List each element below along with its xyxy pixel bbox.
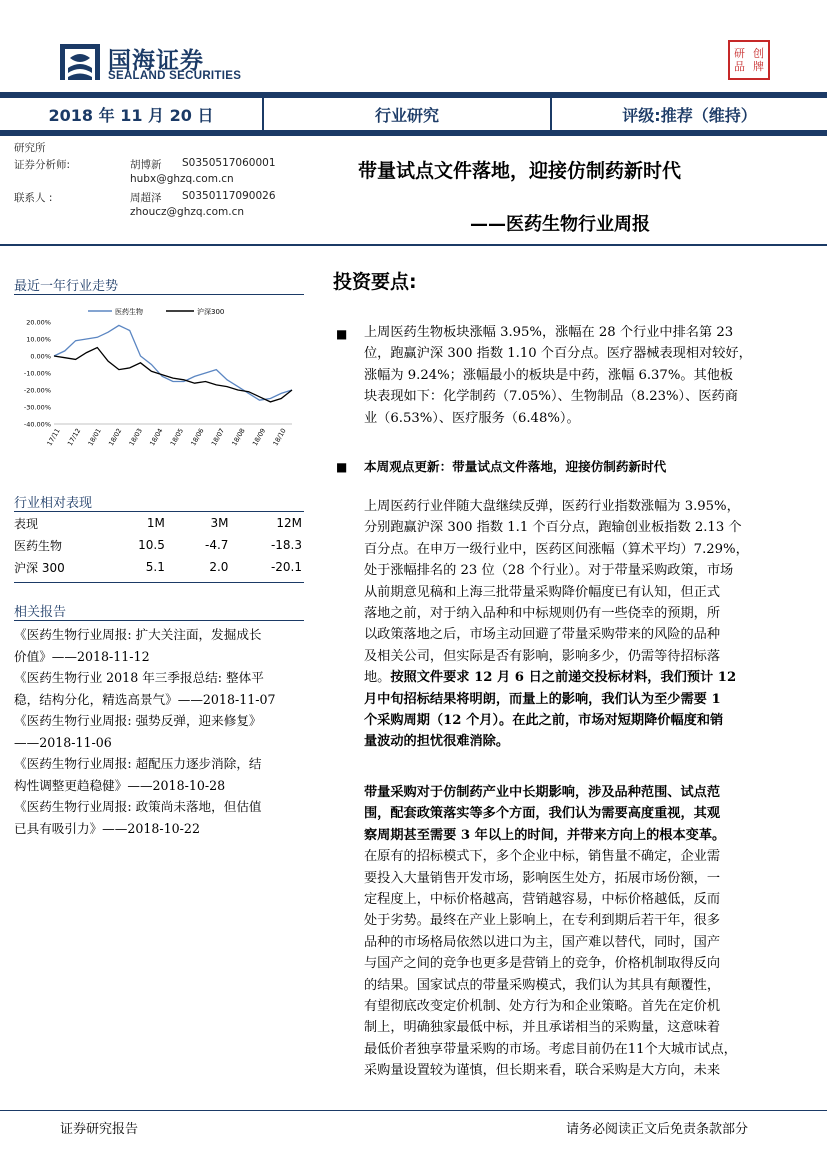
seal-char: 研 [734, 47, 745, 60]
impact-paragraph [364, 782, 774, 1082]
header-bar [0, 92, 827, 136]
related-report-line[interactable]: 价值》——2018-11-12 [14, 648, 150, 664]
related-heading: 相关报告 [14, 605, 67, 620]
y-tick-label: 0.00% [30, 352, 51, 361]
bullet-icon: ■ [336, 460, 348, 474]
related-report-line[interactable]: 《医药生物行业周报: 超配压力逐步消除，结 [14, 756, 262, 771]
series-line-pharma [54, 325, 292, 400]
y-tick-label: 20.00% [26, 318, 51, 327]
text-line: 制上，明确独家最低中标，并且承诺相当的采购量，这意味着 [364, 1020, 721, 1036]
analyst-email[interactable]: hubx@ghzq.com.cn [130, 173, 234, 185]
text-line: 位，跑赢沪深 300 指数 1.10 个百分点。医疗器械表现相对较好， [364, 346, 752, 362]
text-line: 从前期意见稿和上海三批带量采购降价幅度已有认知，但正式 [364, 584, 721, 600]
table-cell: -18.3 [270, 538, 302, 552]
text-line: 要投入大量销售开发市场，影响医生处方，拓展市场份额，一 [364, 870, 721, 886]
rating: 评级:推荐（维持） [552, 98, 827, 130]
seal-stamp [728, 40, 770, 80]
y-tick-label: 10.00% [26, 335, 51, 344]
x-tick-label: 18/04 [148, 427, 165, 448]
logo-mark-icon [58, 40, 102, 84]
text-line-bold: 个采购周期（12 个月）。在此之前，市场对短期降价幅度和销 [364, 713, 724, 729]
performance-table [14, 512, 304, 578]
table-cell: 医药生物 [14, 538, 63, 553]
summary-paragraph [364, 322, 774, 429]
text-line: 定程度上，中标价格越高，营销越容易，中标价格越低，反而 [364, 892, 721, 908]
divider [0, 244, 827, 246]
logo-text-en: SEALAND SECURITIES [108, 70, 242, 82]
y-tick-label: -40.00% [23, 420, 51, 429]
table-header-cell: 1M [146, 516, 165, 530]
x-tick-label: 18/10 [271, 427, 288, 448]
report-type: 行业研究 [264, 98, 550, 130]
trend-heading: 最近一年行业走势 [14, 279, 119, 294]
text-line: 百分点。在申万一级行业中，医药区间涨幅（算术平均）7.29%， [364, 541, 749, 557]
x-tick-label: 18/05 [168, 427, 186, 448]
legend-label-hs300: 沪深300 [197, 308, 225, 316]
analyst-name: 胡博新 [130, 159, 162, 171]
text-line: 有望彻底改变定价机制、处方行为和企业策略。首先在定价机 [364, 999, 721, 1015]
text-line: 涨幅为 9.24%；涨幅最小的板块是中药，涨幅 6.37%。其他板 [364, 367, 734, 383]
text-line: 及相关公司，但实际是否有影响，影响多少，仍需等待招标落 [364, 648, 721, 664]
table-cell: 2.0 [209, 560, 229, 574]
x-tick-label: 18/03 [127, 427, 144, 448]
logo-text-cn: 国海证券 [108, 48, 204, 74]
table-row [14, 556, 304, 578]
report-title: 带量试点文件落地，迎接仿制药新时代 [358, 160, 682, 182]
x-tick-label: 18/09 [250, 427, 268, 448]
text-line: 以政策落地之后，市场主动回避了带量采购带来的风险的品种 [364, 627, 721, 643]
seal-char: 创 [753, 47, 764, 60]
text-line: 落地之前，对于纳入品种和中标规则仍有一些侥幸的预期，所 [364, 606, 721, 622]
text-line: 最低价者独享带量采购的市场。考虑目前仍在11个大城市试点， [364, 1041, 737, 1057]
table-cell: -20.1 [270, 560, 302, 574]
contact-cert: S0350117090026 [182, 190, 276, 202]
table-cell: 沪深 300 [14, 560, 65, 575]
divider [14, 620, 304, 621]
report-date: 2018 年 11 月 20 日 [0, 98, 262, 130]
text-run: 地。 [364, 670, 391, 686]
text-line: 在原有的招标模式下，多个企业中标，销售量不确定，企业需 [364, 849, 721, 865]
table-row [14, 534, 304, 556]
related-report-line[interactable]: 《医药生物行业周报: 强势反弹，迎来修复》 [14, 713, 262, 728]
legend-label-pharma: 医药生物 [115, 308, 143, 316]
performance-heading: 行业相对表现 [14, 496, 93, 511]
text-line: 上周医药生物板块涨幅 3.95%，涨幅在 28 个行业中排名第 23 [364, 325, 734, 340]
text-line: 处于劣势。最终在产业上影响上，在专利到期后若干年，很多 [364, 913, 721, 929]
related-reports-list [14, 624, 314, 839]
contact-email[interactable]: zhoucz@ghzq.com.cn [130, 206, 245, 218]
related-report-line[interactable]: 《医药生物行业周报: 政策尚未落地，但估值 [14, 799, 262, 814]
text-line-bold: 察周期甚至需要 3 年以上的时间，并带来方向上的根本变革。 [364, 827, 726, 843]
footer-right: 请务必阅读正文后免责条款部分 [566, 1122, 749, 1137]
related-report-line[interactable]: 已具有吸引力》——2018-10-22 [14, 820, 200, 836]
x-tick-label: 18/07 [209, 427, 227, 448]
table-cell: 5.1 [145, 560, 165, 574]
weekly-view-title: 本周观点更新：带量试点文件落地，迎接仿制药新时代 [364, 459, 667, 474]
text-line-bold: 围，配套政策落实等多个方面，我们认为需要高度重视，其观 [364, 806, 721, 822]
points-heading: 投资要点: [333, 271, 417, 293]
table-header-cell: 3M [210, 516, 229, 530]
text-line: 块表现如下：化学制药（7.05%）、生物制品（8.23%）、医药商 [364, 389, 738, 405]
weekly-view-paragraph [364, 496, 774, 753]
bullet-icon: ■ [336, 327, 348, 341]
text-line-bold: 带量采购对于仿制药产业中长期影响，涉及品种范围、试点范 [364, 785, 721, 800]
x-tick-label: 18/06 [189, 427, 206, 448]
text-line: 处于涨幅排名的 23 位（28 个行业）。对于带量采购政策，市场 [364, 563, 734, 579]
report-subtitle: ——医药生物行业周报 [470, 214, 650, 235]
table-header-row [14, 512, 304, 534]
y-tick-label: -30.00% [23, 403, 51, 412]
related-report-line[interactable]: 《医药生物行业 2018 年三季报总结: 整体平 [14, 670, 264, 685]
related-report-line[interactable]: 构性调整更趋稳健》——2018-10-28 [14, 777, 226, 793]
trend-chart [14, 298, 309, 483]
text-run-bold: 按照文件要求 12 月 6 日之前递交投标材料，我们预计 12 [390, 670, 737, 686]
footer-left: 证券研究报告 [60, 1122, 139, 1137]
contact-label: 联系人 : [14, 192, 53, 204]
text-line: 品种的市场格局依然以进口为主，国产难以替代，同时，国产 [364, 934, 721, 950]
seal-char: 品 [734, 60, 745, 73]
text-line: 业（6.53%）、医疗服务（6.48%）。 [364, 410, 580, 426]
analyst-cert: S0350517060001 [182, 157, 276, 169]
text-line: 分别跑赢沪深 300 指数 1.1 个百分点，跑输创业板指数 2.13 个 [364, 520, 742, 536]
x-tick-label: 18/08 [230, 427, 247, 448]
divider [14, 294, 304, 295]
x-tick-label: 18/02 [107, 427, 124, 448]
table-cell: -4.7 [205, 538, 229, 552]
analyst-label: 证券分析师: [14, 159, 71, 171]
x-tick-label: 17/12 [65, 427, 83, 448]
footer-divider [0, 1110, 827, 1111]
related-report-line[interactable]: 稳，结构分化，精选高景气》——2018-11-07 [14, 691, 276, 707]
related-report-line[interactable]: 《医药生物行业周报: 扩大关注面，发掘成长 [14, 627, 262, 642]
table-cell: 10.5 [138, 538, 165, 552]
y-tick-label: -20.00% [23, 386, 51, 395]
contact-name: 周超泽 [130, 192, 162, 204]
text-line-bold: 月中旬招标结果将明朗，而量上的影响，我们认为至少需要 1 [364, 691, 721, 707]
text-line: 与国产之间的竞争也更多是营销上的竞争，价格机制取得反向 [364, 956, 721, 972]
y-tick-label: -10.00% [23, 369, 51, 378]
text-line: 采购量设置较为谨慎，但长期来看，联合采购是大方向，未来 [364, 1063, 721, 1079]
text-line: 的结果。国家试点的带量采购模式，我们认为其具有颠覆性， [364, 977, 721, 993]
series-line-hs300 [54, 348, 292, 402]
text-line [364, 667, 774, 688]
x-tick-label: 17/11 [45, 427, 62, 448]
seal-char: 牌 [753, 60, 764, 73]
divider [14, 582, 304, 583]
text-line-bold: 量波动的担忧很难消除。 [364, 734, 510, 750]
table-header-cell: 12M [276, 516, 302, 530]
related-report-line[interactable]: ——2018-11-06 [14, 734, 112, 750]
table-header-cell: 表现 [14, 516, 39, 531]
text-line: 上周医药行业伴随大盘继续反弹，医药行业指数涨幅为 3.95%， [364, 499, 740, 514]
x-tick-label: 18/01 [86, 427, 103, 448]
dept-label: 研究所 [14, 142, 46, 154]
